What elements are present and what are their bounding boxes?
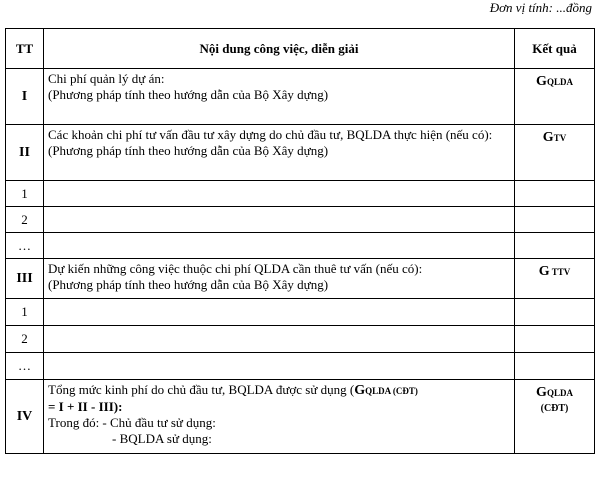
content-line: - BQLDA sử dụng: [112, 431, 212, 446]
row-content [44, 326, 515, 353]
header-content: Nội dung công việc, diễn giải [44, 29, 515, 69]
header-tt: TT [6, 29, 44, 69]
row-index: … [6, 233, 44, 259]
content-line: (Phương pháp tính theo hướng dẫn của Bộ Xây dựng) [48, 277, 329, 292]
row-index: 1 [6, 181, 44, 207]
row-index: II [6, 125, 44, 181]
content-line: Chi phí quản lý dự án: [48, 71, 165, 86]
row-content [44, 125, 515, 181]
result-subscript: QLDA [546, 77, 573, 87]
row-content [44, 207, 515, 233]
header-row [6, 29, 595, 69]
table-row [6, 326, 595, 353]
table-row [6, 299, 595, 326]
row-result [515, 207, 595, 233]
formula-text: = I + II - III): [48, 399, 123, 414]
table-row [6, 69, 595, 125]
row-result [515, 259, 595, 299]
row-content [44, 353, 515, 380]
unit-note: Đơn vị tính: ...đồng [489, 0, 592, 15]
result-subscript-2: (CĐT) [540, 403, 569, 414]
row-result [515, 353, 595, 380]
table-row [6, 207, 595, 233]
formula-subscript: QLDA (CĐT) [365, 386, 418, 396]
table-row [6, 380, 595, 454]
row-index: … [6, 353, 44, 380]
row-content [44, 380, 515, 454]
header-result: Kết quả [515, 29, 595, 69]
content-line: Trong đó: - Chủ đầu tư sử dụng: [48, 415, 216, 430]
row-index: I [6, 69, 44, 125]
content-line [48, 382, 510, 399]
result-symbol: G [542, 130, 554, 145]
row-content [44, 69, 515, 125]
row-content [44, 259, 515, 299]
content-line: (Phương pháp tính theo hướng dẫn của Bộ Xây dựng) [48, 87, 329, 102]
content-text: Tổng mức kinh phí do chủ đầu tư, BQLDA được sử dụng ( [48, 382, 355, 397]
table-row [6, 353, 595, 380]
row-result [515, 69, 595, 125]
content-line: Các khoản chi phí tư vấn đầu tư xây dựng do chủ đầu tư, BQLDA thực hiện (nếu có): [48, 127, 493, 142]
result-subscript: QLDA [546, 388, 573, 398]
content-line [48, 399, 510, 415]
table-row [6, 181, 595, 207]
row-result [515, 299, 595, 326]
content-line: Dự kiến những công việc thuộc chi phí QLDA cần thuê tư vấn (nếu có): [48, 261, 423, 276]
row-content [44, 181, 515, 207]
row-content [44, 299, 515, 326]
result-symbol: G [536, 385, 547, 400]
table-row [6, 125, 595, 181]
row-index: 2 [6, 326, 44, 353]
content-line: (Phương pháp tính theo hướng dẫn của Bộ Xây dựng) [48, 143, 329, 158]
row-result [515, 125, 595, 181]
cost-table [5, 28, 595, 454]
row-index: 1 [6, 299, 44, 326]
row-result [515, 233, 595, 259]
table-row [6, 233, 595, 259]
table-row [6, 259, 595, 299]
row-index: IV [6, 380, 44, 454]
formula-symbol: G [354, 383, 366, 398]
row-content [44, 233, 515, 259]
row-result [515, 181, 595, 207]
result-subscript: TV [553, 133, 567, 143]
result-subscript: TTV [549, 267, 571, 277]
row-result [515, 380, 595, 454]
row-index: 2 [6, 207, 44, 233]
result-symbol: G [538, 264, 550, 279]
result-symbol: G [536, 74, 547, 89]
row-index: III [6, 259, 44, 299]
row-result [515, 326, 595, 353]
